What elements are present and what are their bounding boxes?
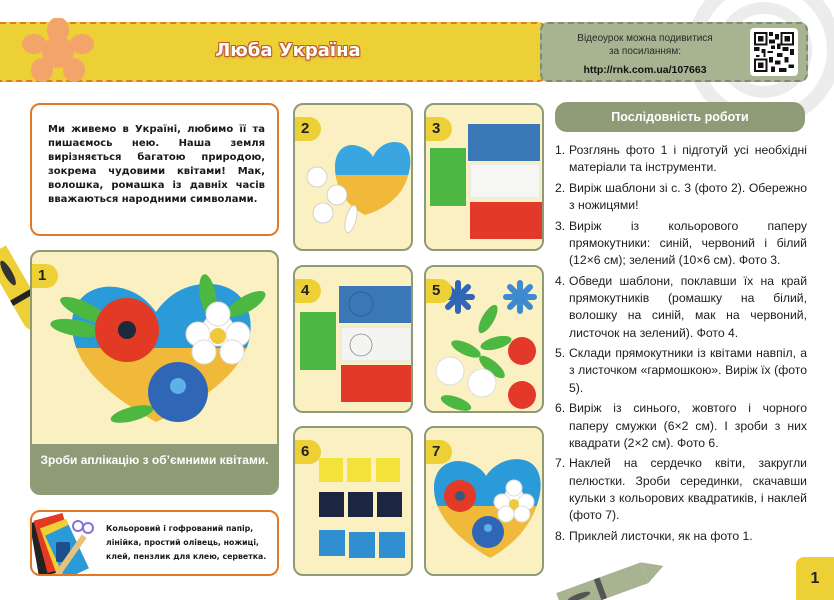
poppy-flower (95, 298, 159, 362)
step-number: 4. (555, 273, 566, 288)
step-item (555, 273, 807, 342)
step-text: Розглянь фото 1 і підготуй усі необхідні матеріали та інструменти. (569, 143, 807, 175)
photo-3-card (424, 103, 544, 251)
step-number: 1. (555, 143, 566, 157)
step-text: Обведи шаблони, поклавши їх на край прямокутників (ромашку на білий, волошку на синій, мак на червоний, листочок на зелений). Фото 4. (569, 273, 807, 340)
photo-6-card (293, 426, 413, 576)
step-number: 5. (555, 346, 566, 361)
video-text-line2: за посиланням: (609, 46, 681, 57)
materials-box (30, 510, 279, 576)
step-text: Виріж із синього, жовтого і чорного паперу смужки (6×2 см). І зроби з них квадрати (2×2 см). Фото 6. (569, 401, 807, 450)
step-number: 6. (555, 401, 566, 416)
title-banner (0, 22, 548, 82)
photo-1-caption: Зроби аплікацію з об’ємними квітами. (32, 444, 277, 493)
step-item (555, 400, 807, 452)
video-lesson-box (540, 22, 808, 82)
step-text: Склади прямокутники із квітами навпіл, а з листочком «гармошкою». Виріж їх (фото 5). (569, 346, 807, 395)
cornflower-flower (148, 362, 208, 422)
photo-5-card (424, 265, 544, 413)
photo-2-card (293, 103, 413, 251)
photo-1-heart-appliqué (32, 252, 279, 448)
step-number: 2. (555, 180, 566, 195)
photo-number-badge: 2 (295, 117, 321, 141)
photo-number-badge: 6 (295, 440, 321, 464)
photo-number-badge: 3 (426, 117, 452, 141)
video-text-line1: Відеоурок можна подивитися (577, 33, 713, 44)
step-text: Виріж із кольорового паперу прямокутники: синій, червоний і білий (12×6 см); зелений (10×6 см). Фото 3. (569, 218, 807, 268)
step-item (555, 455, 807, 524)
materials-text: Кольоровий і гофрований папір, лінійка, простий олівець, ножиці, клей, пензлик для клею, серветка. (106, 524, 267, 561)
qr-code-icon[interactable] (750, 28, 798, 76)
photo-number-badge: 1 (32, 264, 58, 288)
step-text: Виріж шаблони зі с. 3 (фото 2). Обережно з ножицями! (569, 180, 807, 213)
page-number: 1 (796, 557, 834, 600)
photo-number-badge: 5 (426, 279, 452, 303)
craft-supplies-icon (32, 512, 104, 576)
step-number: 7. (555, 456, 566, 471)
photo-7-card (424, 426, 544, 576)
green-crayon-decoration-icon (555, 560, 665, 600)
photo-number-badge: 7 (426, 440, 452, 464)
steps-list (555, 142, 807, 548)
video-link[interactable]: http://rnk.com.ua/107663 (583, 64, 707, 76)
step-item (555, 345, 807, 397)
step-number: 8. (555, 528, 566, 543)
photo-number-badge: 4 (295, 279, 321, 303)
intro-text: Ми живемо в Україні, любимо її та пишаємось нею. Наша земля вирізняється багатою природою, зокрема чудовими квітами! Мак, волошка, ромашка із давніх часів вважаються народними символами. (48, 124, 265, 205)
video-lesson-text (550, 32, 740, 77)
page-title: Люба Україна (215, 40, 361, 61)
photo-1-card (30, 250, 279, 495)
step-item (555, 180, 807, 214)
step-item (555, 528, 807, 545)
step-item (555, 218, 807, 270)
intro-text-box (30, 103, 279, 236)
photo-4-card (293, 265, 413, 413)
step-text: Приклей листочки, як на фото 1. (569, 528, 753, 543)
step-number: 3. (555, 218, 566, 233)
step-text: Наклей на сердечко квіти, закругли пелюстки. Зроби серединки, скачавши кульки з кольорових квадратиків, і наклей (фото 7). (569, 456, 807, 523)
steps-heading: Послідовність роботи (555, 102, 805, 132)
step-item (555, 142, 807, 176)
